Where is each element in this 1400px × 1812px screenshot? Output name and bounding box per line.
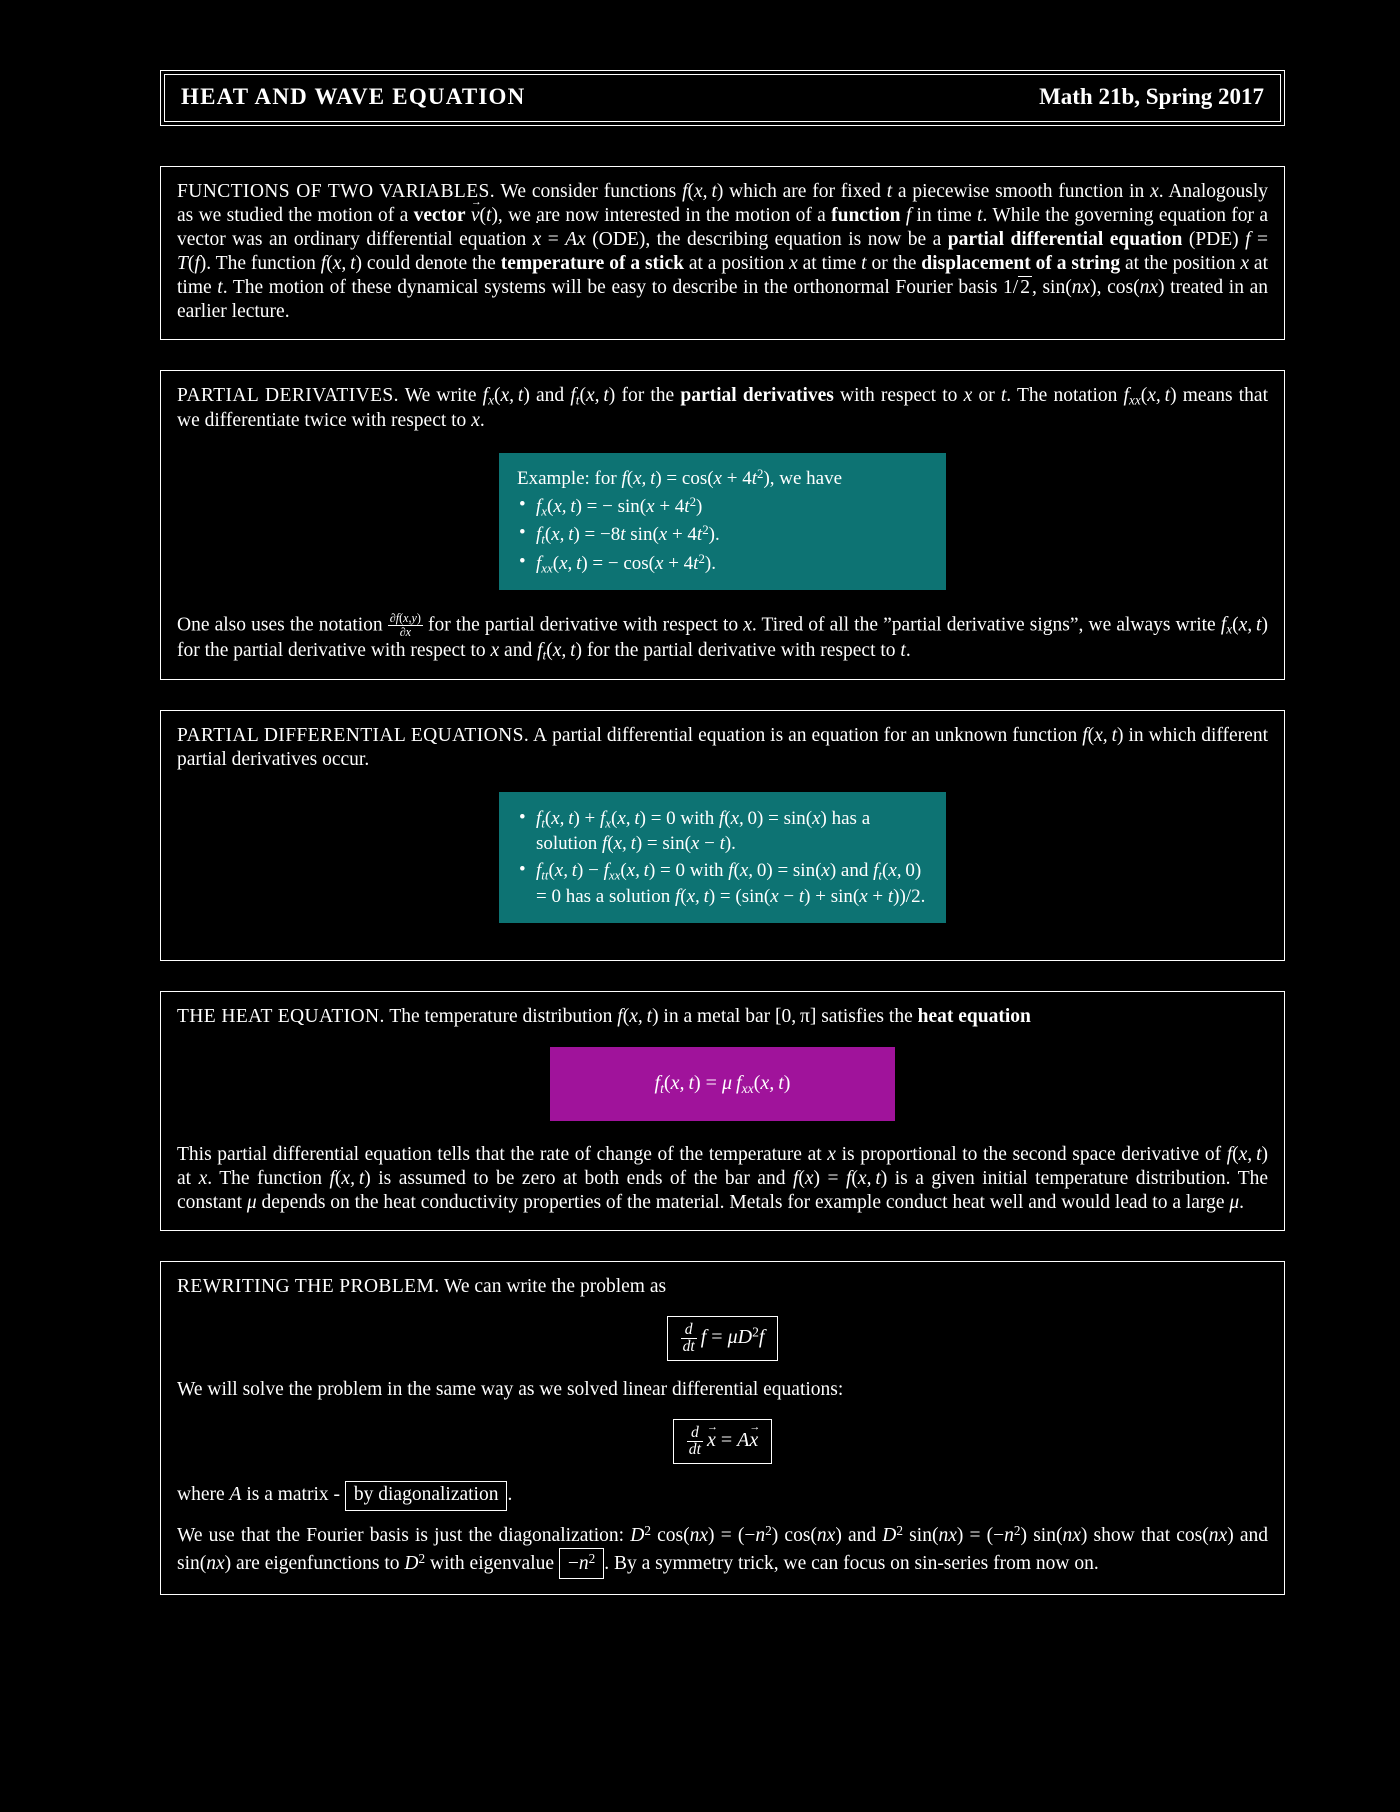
section-title-rewriting: REWRITING THE PROBLEM. <box>177 1275 440 1297</box>
pde-examples-block <box>499 792 946 923</box>
section-heat-equation <box>160 991 1285 1231</box>
section-rewriting-the-problem <box>160 1261 1285 1595</box>
pde-example-list <box>517 806 928 909</box>
section-partial-differential-equations <box>160 710 1285 961</box>
section-outro: This partial differential equation tells that the rate of change of the temperature at x is proportional to the second space derivative of f(x, t) at x. The function f(x, t) is assumed to be zero at both ends of the bar and f(x) = f(x, t) is a given initial temperature distribution. The constant μ depends on the heat conductivity properties of the material. Metals for example conduct heat well and would lead to a large μ. <box>177 1144 1269 1213</box>
example-heading: Example: for f(x, $t) = \cos(x + 4t^2)$, we have <box>517 465 843 489</box>
section-intro: PARTIAL DIFFERENTIAL EQUATIONS. A partial differential equation is an equation for an unknown function f(x, t) in which different partial derivatives occur. <box>177 724 1268 770</box>
section-partial-derivatives <box>160 370 1285 680</box>
equation2-framed: $\frac{d}{dt}$ x → = Ax → <box>673 1419 772 1464</box>
example-highlight-block <box>499 453 946 590</box>
section-final: We use that the Fourier basis is just the diagonalization: $D^2$ $\cos(nx) = (-n^2)$ cos(nx) and $D^2$ $\sin(nx) = (-n^2)$ sin(nx) show that cos(nx) and sin(nx) are eigenfunctions to $D^2$ with eigenvalue $-n^2$ . By a symmetry trick, we can focus on sin-series from now on. <box>177 1523 1268 1579</box>
document-header <box>160 70 1285 126</box>
where-suffix: . <box>507 1484 513 1506</box>
section-title-pde: PARTIAL DIFFERENTIAL EQUATIONS. <box>177 724 530 746</box>
by-diagonalization-box: by diagonalization <box>345 1481 508 1510</box>
heat-equation-block <box>550 1047 895 1121</box>
heat-equation-wrapper <box>177 1047 1268 1121</box>
page-title: HEAT AND WAVE EQUATION <box>181 84 526 109</box>
list-item: • $f_t(x$, $t) + f_x(x$, t) = 0 with f(x, 0) = sin(x) has a solution f(x, t) = sin(x − t). <box>517 806 928 857</box>
eigenvalue-box: $-n^2$ <box>559 1548 604 1579</box>
document-sheet <box>160 70 1285 1625</box>
section-intro: THE HEAT EQUATION. The temperature distribution f(x, t) in a metal bar [0, π] satisfies the heat equation <box>177 1006 1031 1028</box>
example-highlight-wrapper <box>177 453 1268 590</box>
where-line: where A is a matrix - by diagonalization . <box>177 1481 1268 1510</box>
section-intro: REWRITING THE PROBLEM. We can write the problem as <box>177 1275 667 1297</box>
course-label: Math 21b, Spring 2017 <box>1039 84 1264 109</box>
list-item: • $f_{tt}(x$, $t) - f_{xx}(x$, t) = 0 with f(x, 0) = sin(x) and $f_t(x$, 0) = 0 has a solution f(x, t) = (sin(x − t) + sin(x + t))/2. <box>517 858 928 909</box>
section-middle: We will solve the problem in the same way as we solved linear differential equations: <box>177 1379 844 1401</box>
section-title-partial-derivatives: PARTIAL DERIVATIVES. <box>177 384 399 406</box>
example-list <box>517 493 928 576</box>
list-item: • $f_{xx}(x$, t) = − $\cos(x + 4t^2)$. <box>517 550 928 576</box>
section-title-heat: THE HEAT EQUATION. <box>177 1006 385 1028</box>
equation2-wrapper <box>177 1419 1268 1464</box>
equation1-framed: $\frac{d}{dt}$ $f = \mu D^2f$ <box>667 1316 779 1361</box>
section-intro: PARTIAL DERIVATIVES. We write $f_x(x$, t) and $f_t(x$, t) for the partial derivatives with respect to x or t. The notation $f_{xx}(x$, t) means that we differentiate twice with respect to x. <box>177 384 1268 431</box>
heat-equation-formula: $f_t(x$, t) = μ $f_{xx}(x$, t) <box>654 1071 791 1096</box>
list-item: • $f_x(x$, t) = − $\sin(x + 4t^2)$ <box>517 493 928 519</box>
section-body: FUNCTIONS OF TWO VARIABLES. We consider functions f(x, t) which are for fixed t a piecewise smooth function in x. Analogously as we studied the motion of a vector v →(t), we are now interested in the motion of a function f in time t. While the governing equation for a vector was an ordinary differential equation x ˙ = Ax (ODE), the describing equation is now be a partial differential equation (PDE) f ˙ = T(f). The function f(x, t) could denote the temperature of a stick at a position x at time t or the displacement of a string at the position x at time t. The motion of these dynamical systems will be easy to describe in the orthonormal Fourier basis 1/ 2 , sin(nx), cos(nx) treated in an earlier lecture. <box>177 180 1268 324</box>
list-item: • $f_t(x$, t) = −8t $\sin(x + 4t^2)$. <box>517 521 928 547</box>
pde-examples-wrapper <box>177 792 1268 923</box>
equation1-wrapper <box>177 1316 1268 1361</box>
section-functions-of-two-variables <box>160 166 1285 340</box>
section-title-functions: FUNCTIONS OF TWO VARIABLES. <box>177 181 496 202</box>
section-outro: One also uses the notation $\frac{\partial f(x,y)}{\partial x}$ for the partial derivative with respect to x. Tired of all the ”partial derivative signs”, we always write $f_x(x$, t) for the partial derivative with respect to x and $f_t(x$, t) for the partial derivative with respect to t. <box>177 611 1268 663</box>
